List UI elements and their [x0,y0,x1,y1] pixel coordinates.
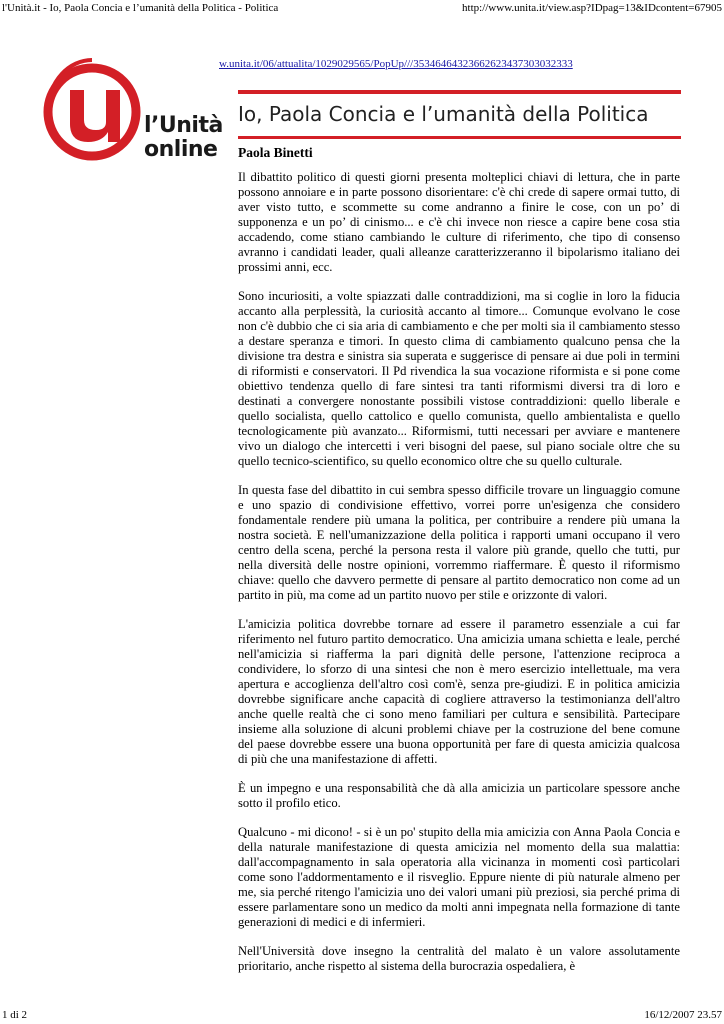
logo-text-unita: l’Unità [144,113,223,138]
print-footer [0,1006,724,1024]
unita-online-logo[interactable] [40,50,223,180]
page-counter: 1 di 2 [2,1009,28,1021]
article-paragraph: È un impegno e una responsabilità che dà alla amicizia un particolare spessore anche sotto il profilo etico. [238,781,680,810]
article-paragraph: Il dibattito politico di questi giorni presenta molteplici chiavi di lettura, che in parte possono annoiare e in parte possono disorientare: c'è chi crede di sapere ormai tutto, di aver visto tutto, e scommette su come andranno a finire le cose, con un po’ di supponenza e un po’ di cinismo... e c'è chi invece non riesce a capire bene cosa stia accadendo, come stiano cambiando le culture di riferimento, che tipo di consenso avranno i candidati leader, quali alleanze caratterizzeranno il bipolarismo italiano dei prossimi anni, ecc. [238,170,680,274]
article-title: Io, Paola Concia e l’umanità della Politica [238,102,649,126]
unita-logo-icon [40,50,144,175]
article-body [238,170,680,988]
article-author: Paola Binetti [238,145,313,160]
logo-text-online: online [144,137,218,162]
print-header [0,0,724,16]
title-rule-top [238,90,681,94]
article-paragraph: Sono incuriositi, a volte spiazzati dalle contraddizioni, ma si coglie in loro la fiducia accanto alla perplessità, la curiosità accanto al timore... Comunque evolvano le cose non c'è dubbio che ci sia aria di cambiamento e che per molti sia il cambiamento stesso a destare speranza e timori. In questo clima di cambiamento qualcuno pensa che la divisione tra destra e sinistra sia superata e suggerisce di pensare ai due poli in termini di riformisti e conservatori. Il Pd rivendica la sua vocazione riformista e si pone come obiettivo tendenza quello di fare sintesi tra tanti riformismi diversi tra di loro e destinati a convergere nonostante possibili vistose contraddizioni: quello liberale e quello socialista, quello cattolico e quello comunista, quello ambientalista e quello tecnologicamente più avanzato... Riformismi, tutti necessari per avviare e mantenere vivo un dialogo che intercetti i veri bisogni del paese, sul piano sociale oltre che su quello tecnico-scientifico, su quello economico oltre che su quello culturale. [238,289,680,468]
article-paragraph: Nell'Università dove insegno la centralità del malato è un valore assolutamente prioritario, anche rispetto al sistema della burocrazia ospedaliera, è [238,944,680,973]
article-paragraph: L'amicizia politica dovrebbe tornare ad essere il parametro essenziale a cui far riferimento nel futuro partito democratico. Una amicizia umana schietta e leale, perché nell'amicizia si riafferma la pari dignità delle persone, l'attenzione reciproca a condividere, lo sforzo di una sintesi che non è mero esercizio intellettuale, ma vera apertura e accoglienza dell'altro così com'è, senza pre-giudizi. E in politica amicizia dovrebbe significare anche capacità di cogliere attraverso la testimonianza dell'altro anche quelle realtà che ci sono meno familiari per cultura e sensibilità. Partecipare insieme alla soluzione di alcuni problemi chiave per la costruzione del bene comune del paese dovrebbe essere una buona opportunità per fare di questa amicizia qualcosa di più che una manifestazione di affetti. [238,617,680,766]
print-header-title: l'Unità.it - Io, Paola Concia e l’umanità della Politica - Politica [2,2,279,14]
title-rule-bottom [238,136,681,139]
article-paragraph: In questa fase del dibattito in cui sembra spesso difficile trovare un linguaggio comune e uno spazio di condivisione effettivo, vorrei porre un'esigenza che considero fondamentale rendere più umana la politica, per contribuire a rendere più umana la nostra società. E nell'umanizzazione della politica i rapporti umani occupano il vero centro della scena, perché la persona resta il valore più grande, quello che tutti, pur nella diversità delle nostre opinioni, vorremmo riaffermare. È questo il riformismo chiave: quello che davvero permette di pensare al partito democratico non come ad un partito in più, ma come ad un partito nuovo per stile e orizzonte di valori. [238,483,680,602]
print-header-url: http://www.unita.it/view.asp?IDpag=13&IDcontent=67905 [462,2,722,14]
print-timestamp: 16/12/2007 23.57 [644,1009,722,1021]
article-paragraph: Qualcuno - mi dicono! - si è un po' stupito della mia amicizia con Anna Paola Concia e della naturale manifestazione di questa amicizia nel momento della sua malattia: dall'accompagnamento in sala operatoria alla vicinanza in momenti così particolari come sono l'addormentamento e il risveglio. Eppure niente di più naturale almeno per me, sia perché ritengo l'amicizia uno dei valori umani più preziosi, sia perché prima di essere parlamentare sono un medico da molti anni impegnata nella formazione di tante generazioni di medici e di infermieri. [238,825,680,929]
source-url-link[interactable]: w.unita.it/06/attualita/1029029565/PopUp///35346464323662623437303032333 [219,58,573,70]
